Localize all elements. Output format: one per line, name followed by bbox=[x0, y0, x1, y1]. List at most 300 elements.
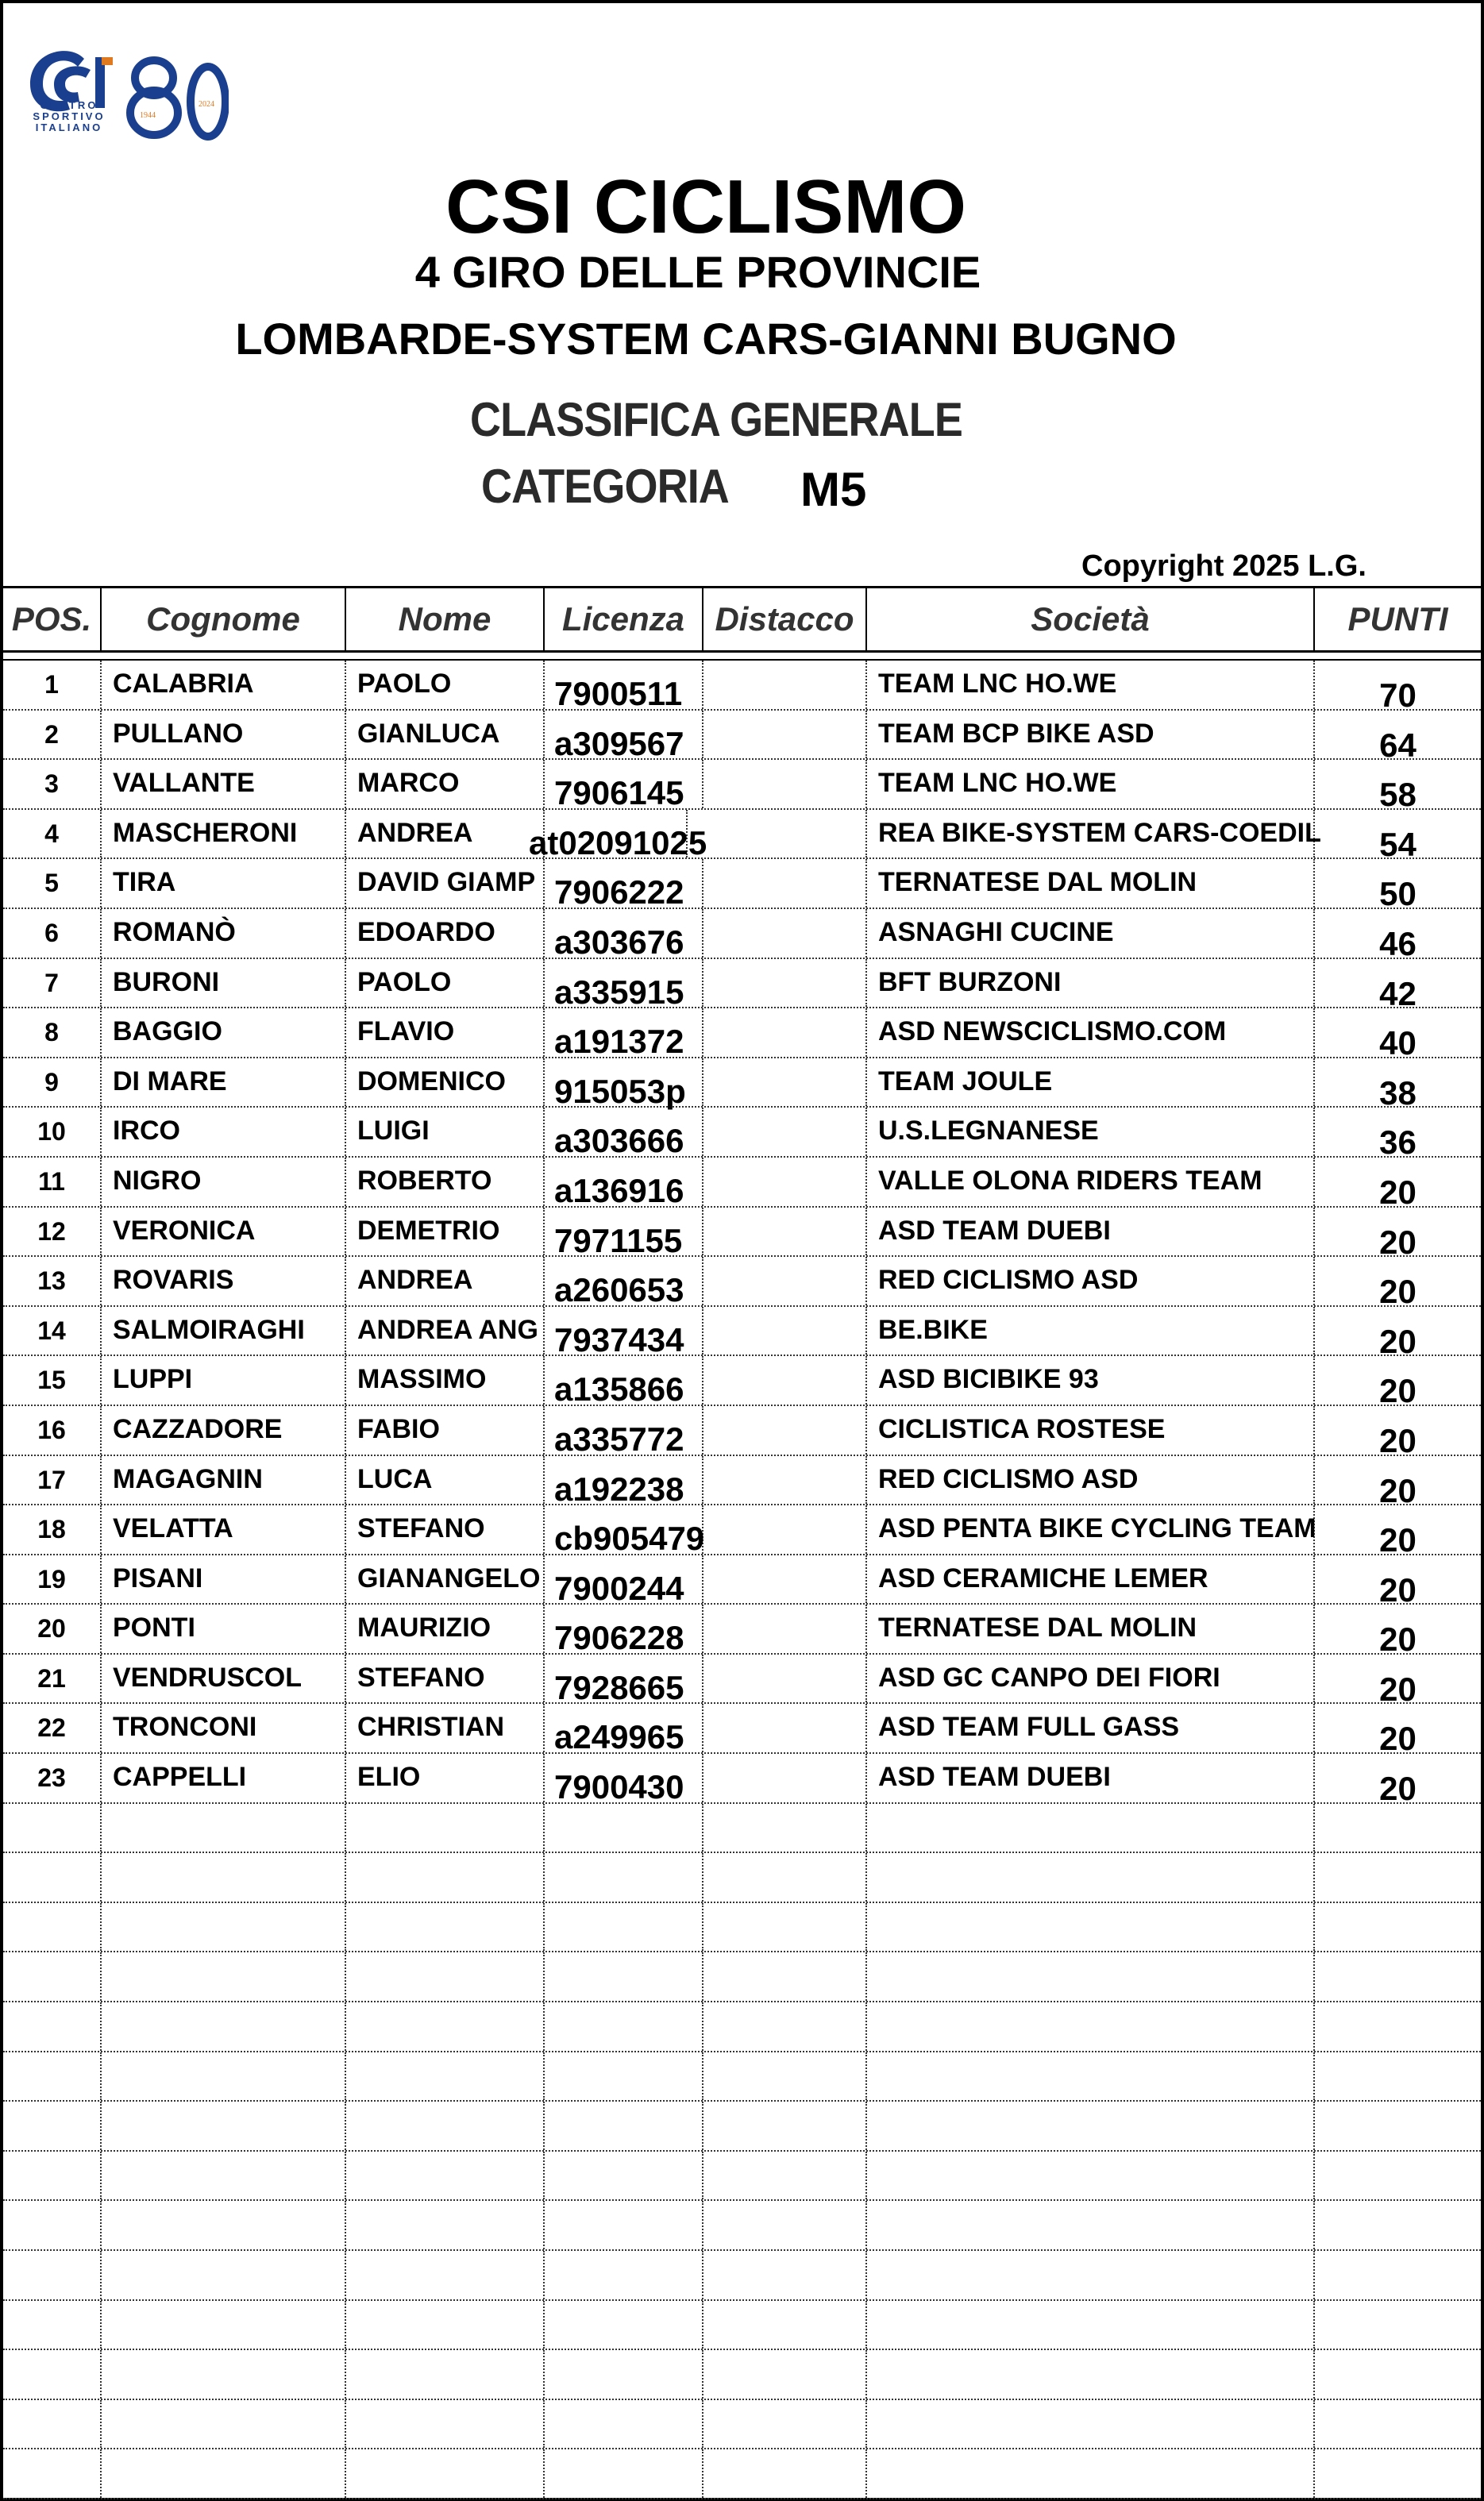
category-label: CATEGORIA bbox=[481, 460, 729, 513]
row-position: 7 bbox=[3, 959, 102, 1008]
table-row bbox=[3, 1704, 1481, 1758]
row-first-name bbox=[346, 1804, 545, 1852]
row-gap bbox=[703, 2350, 867, 2399]
column-header-license: Licenza bbox=[545, 588, 703, 650]
table-row bbox=[3, 1655, 1481, 1708]
row-surname: PONTI bbox=[102, 1605, 346, 1653]
row-position: 19 bbox=[3, 1555, 102, 1604]
row-first-name: DOMENICO bbox=[346, 1058, 545, 1107]
row-license bbox=[545, 2251, 703, 2299]
row-license: cb905479 bbox=[545, 1505, 703, 1554]
row-club bbox=[867, 1804, 1315, 1852]
row-gap bbox=[703, 1853, 867, 1902]
category-value: M5 bbox=[800, 463, 867, 516]
row-club bbox=[867, 2201, 1315, 2249]
row-first-name bbox=[346, 2002, 545, 2051]
row-position: 6 bbox=[3, 909, 102, 958]
row-license: a303666 bbox=[545, 1108, 703, 1156]
row-surname: NIGRO bbox=[102, 1158, 346, 1206]
row-first-name: STEFANO bbox=[346, 1655, 545, 1703]
row-club: CICLISTICA ROSTESE bbox=[867, 1406, 1315, 1455]
row-points bbox=[1315, 1952, 1481, 2001]
row-gap bbox=[703, 1108, 867, 1156]
row-license bbox=[545, 2052, 703, 2101]
row-club: BFT BURZONI bbox=[867, 959, 1315, 1008]
column-header-club: Società bbox=[867, 588, 1315, 650]
row-license bbox=[545, 2400, 703, 2449]
row-gap bbox=[703, 909, 867, 958]
event-subtitle: 4 GIRO DELLE PROVINCIE bbox=[414, 247, 981, 297]
column-header-pos: POS. bbox=[3, 588, 102, 650]
row-gap bbox=[703, 1208, 867, 1256]
row-position bbox=[3, 2102, 102, 2150]
table-row bbox=[3, 1505, 1481, 1559]
row-club: TEAM LNC HO.WE bbox=[867, 661, 1315, 709]
row-first-name: ROBERTO bbox=[346, 1158, 545, 1206]
row-first-name bbox=[346, 1903, 545, 1952]
row-first-name bbox=[346, 2301, 545, 2349]
row-club bbox=[867, 2052, 1315, 2101]
logo-line: CENTRO bbox=[40, 99, 98, 111]
row-points bbox=[1315, 1853, 1481, 1902]
row-club: TEAM LNC HO.WE bbox=[867, 760, 1315, 808]
row-club: ASNAGHI CUCINE bbox=[867, 909, 1315, 958]
page-title: CSI CICLISMO bbox=[445, 164, 966, 249]
row-first-name: CHRISTIAN bbox=[346, 1704, 545, 1752]
row-position: 12 bbox=[3, 1208, 102, 1256]
row-license bbox=[545, 2102, 703, 2150]
row-surname: TIRA bbox=[102, 859, 346, 908]
row-surname bbox=[102, 2052, 346, 2101]
row-club bbox=[867, 1903, 1315, 1952]
table-row bbox=[3, 711, 1481, 764]
row-first-name: PAOLO bbox=[346, 661, 545, 709]
row-club: ASD BICIBIKE 93 bbox=[867, 1356, 1315, 1405]
table-row bbox=[3, 2301, 1481, 2351]
row-position: 10 bbox=[3, 1108, 102, 1156]
row-club bbox=[867, 2400, 1315, 2449]
row-club: ASD NEWSCICLISMO.COM bbox=[867, 1008, 1315, 1057]
row-license: 7906222 bbox=[545, 859, 703, 908]
logo-line: ITALIANO bbox=[35, 121, 103, 133]
row-license: a136916 bbox=[545, 1158, 703, 1206]
row-license bbox=[545, 2350, 703, 2399]
row-points: 20 bbox=[1379, 1223, 1417, 1261]
row-club: BE.BIKE bbox=[867, 1307, 1315, 1355]
row-first-name bbox=[346, 1952, 545, 2001]
row-position bbox=[3, 1952, 102, 2001]
row-points bbox=[1315, 2251, 1481, 2299]
row-first-name bbox=[346, 2102, 545, 2150]
row-gap bbox=[703, 2301, 867, 2349]
row-points bbox=[1315, 2052, 1481, 2101]
row-license: a309567 bbox=[545, 711, 703, 759]
row-license bbox=[545, 2152, 703, 2200]
row-surname: BAGGIO bbox=[102, 1008, 346, 1057]
row-position bbox=[3, 2400, 102, 2449]
row-points: 54 bbox=[1379, 825, 1417, 863]
row-gap bbox=[703, 2052, 867, 2101]
row-license: 7906145 bbox=[545, 760, 703, 808]
row-surname: VALLANTE bbox=[102, 760, 346, 808]
row-position bbox=[3, 2201, 102, 2249]
row-gap bbox=[703, 2201, 867, 2249]
row-license: 7900511 bbox=[545, 661, 703, 709]
row-surname bbox=[102, 1903, 346, 1952]
row-points: 20 bbox=[1379, 1670, 1417, 1708]
results-table bbox=[3, 586, 1481, 2499]
row-club bbox=[867, 2301, 1315, 2349]
row-first-name: GIANLUCA bbox=[346, 711, 545, 759]
row-surname: CALABRIA bbox=[102, 661, 346, 709]
row-points bbox=[1315, 2002, 1481, 2051]
row-license: a335915 bbox=[545, 959, 703, 1008]
row-club: ASD TEAM DUEBI bbox=[867, 1208, 1315, 1256]
table-row bbox=[3, 2102, 1481, 2152]
row-first-name: ANDREA bbox=[346, 810, 545, 858]
table-body bbox=[3, 661, 1481, 2499]
column-header-surname: Cognome bbox=[102, 588, 346, 650]
row-points: 20 bbox=[1379, 1471, 1417, 1509]
row-points bbox=[1315, 2301, 1481, 2349]
row-points: 20 bbox=[1379, 1273, 1417, 1311]
row-first-name bbox=[346, 2201, 545, 2249]
row-first-name: DAVID GIAMP bbox=[346, 859, 545, 908]
row-points: 42 bbox=[1379, 974, 1417, 1012]
row-first-name: LUIGI bbox=[346, 1108, 545, 1156]
row-first-name bbox=[346, 2152, 545, 2200]
table-row bbox=[3, 1952, 1481, 2002]
row-position: 3 bbox=[3, 760, 102, 808]
row-surname: VENDRUSCOL bbox=[102, 1655, 346, 1703]
row-surname: LUPPI bbox=[102, 1356, 346, 1405]
row-first-name: MARCO bbox=[346, 760, 545, 808]
row-points: 70 bbox=[1379, 676, 1417, 714]
row-license: a192238 bbox=[545, 1456, 703, 1505]
row-first-name bbox=[346, 1853, 545, 1902]
logo-year-start: 1944 bbox=[140, 111, 156, 120]
row-surname: SALMOIRAGHI bbox=[102, 1307, 346, 1355]
header-spacer bbox=[3, 653, 1481, 661]
copyright-notice: Copyright 2025 L.G. bbox=[1081, 549, 1366, 583]
row-club: ASD CERAMICHE LEMER bbox=[867, 1555, 1315, 1604]
row-gap bbox=[703, 661, 867, 709]
ranking-heading: CLASSIFICA GENERALE bbox=[470, 393, 962, 446]
row-gap bbox=[703, 1804, 867, 1852]
row-club: ASD PENTA BIKE CYCLING TEAM bbox=[867, 1505, 1315, 1554]
row-license: at02091025 bbox=[529, 810, 688, 858]
row-club bbox=[867, 1853, 1315, 1902]
row-gap bbox=[703, 1754, 867, 1802]
row-gap bbox=[703, 1307, 867, 1355]
table-row bbox=[3, 1058, 1481, 1112]
row-surname: CAZZADORE bbox=[102, 1406, 346, 1455]
table-row bbox=[3, 1208, 1481, 1261]
row-points: 20 bbox=[1379, 1770, 1417, 1808]
row-points: 20 bbox=[1379, 1720, 1417, 1758]
row-club: RED CICLISMO ASD bbox=[867, 1257, 1315, 1305]
row-gap bbox=[703, 1058, 867, 1107]
row-position: 11 bbox=[3, 1158, 102, 1206]
row-license: a303676 bbox=[545, 909, 703, 958]
row-first-name: FABIO bbox=[346, 1406, 545, 1455]
row-club: VALLE OLONA RIDERS TEAM bbox=[867, 1158, 1315, 1206]
row-surname: VERONICA bbox=[102, 1208, 346, 1256]
row-first-name: MAURIZIO bbox=[346, 1605, 545, 1653]
row-points bbox=[1315, 2201, 1481, 2249]
row-points: 20 bbox=[1379, 1521, 1417, 1559]
row-gap bbox=[703, 1505, 867, 1554]
table-row bbox=[3, 859, 1481, 913]
table-row bbox=[3, 2201, 1481, 2251]
row-points bbox=[1315, 2400, 1481, 2449]
row-gap bbox=[703, 1356, 867, 1405]
row-first-name: DEMETRIO bbox=[346, 1208, 545, 1256]
row-club: TEAM BCP BIKE ASD bbox=[867, 711, 1315, 759]
row-surname: IRCO bbox=[102, 1108, 346, 1156]
row-points: 46 bbox=[1379, 924, 1417, 962]
row-surname: ROMANÒ bbox=[102, 909, 346, 958]
row-surname: MASCHERONI bbox=[102, 810, 346, 858]
row-license bbox=[545, 2002, 703, 2051]
row-surname bbox=[102, 2152, 346, 2200]
table-row bbox=[3, 2002, 1481, 2052]
row-gap bbox=[703, 1605, 867, 1653]
row-surname bbox=[102, 2251, 346, 2299]
row-club bbox=[867, 2152, 1315, 2200]
row-surname bbox=[102, 2449, 346, 2498]
row-first-name: ANDREA bbox=[346, 1257, 545, 1305]
row-gap bbox=[703, 810, 867, 858]
row-license bbox=[545, 2449, 703, 2498]
row-gap bbox=[703, 2102, 867, 2150]
row-position bbox=[3, 2052, 102, 2101]
table-row bbox=[3, 1356, 1481, 1410]
row-club bbox=[867, 2350, 1315, 2399]
row-first-name: LUCA bbox=[346, 1456, 545, 1505]
row-points bbox=[1315, 2350, 1481, 2399]
row-surname: DI MARE bbox=[102, 1058, 346, 1107]
row-club: REA BIKE-SYSTEM CARS-COEDIL bbox=[867, 810, 1315, 858]
row-first-name: GIANANGELO bbox=[346, 1555, 545, 1604]
event-subtitle-2: LOMBARDE-SYSTEM CARS-GIANNI BUGNO bbox=[235, 314, 1177, 364]
table-row bbox=[3, 2400, 1481, 2450]
row-gap bbox=[703, 959, 867, 1008]
row-club bbox=[867, 2002, 1315, 2051]
row-club: TEAM JOULE bbox=[867, 1058, 1315, 1107]
row-first-name bbox=[346, 2052, 545, 2101]
row-position: 13 bbox=[3, 1257, 102, 1305]
row-license: 7937434 bbox=[545, 1307, 703, 1355]
row-gap bbox=[703, 2449, 867, 2498]
row-position bbox=[3, 2301, 102, 2349]
table-row bbox=[3, 2152, 1481, 2202]
row-surname bbox=[102, 1952, 346, 2001]
row-position: 14 bbox=[3, 1307, 102, 1355]
row-position bbox=[3, 2449, 102, 2498]
row-license: a191372 bbox=[545, 1008, 703, 1057]
row-gap bbox=[703, 1456, 867, 1505]
table-row bbox=[3, 1158, 1481, 1211]
row-license: 7906228 bbox=[545, 1605, 703, 1653]
row-position bbox=[3, 2002, 102, 2051]
row-gap bbox=[703, 711, 867, 759]
row-club bbox=[867, 1952, 1315, 2001]
table-row bbox=[3, 1555, 1481, 1609]
table-row bbox=[3, 1754, 1481, 1808]
table-row bbox=[3, 2052, 1481, 2102]
row-position: 5 bbox=[3, 859, 102, 908]
row-position: 9 bbox=[3, 1058, 102, 1107]
row-points: 20 bbox=[1379, 1421, 1417, 1459]
row-surname bbox=[102, 2002, 346, 2051]
row-first-name: MASSIMO bbox=[346, 1356, 545, 1405]
row-license bbox=[545, 1804, 703, 1852]
row-gap bbox=[703, 1655, 867, 1703]
table-row bbox=[3, 760, 1481, 814]
row-license: a135866 bbox=[545, 1356, 703, 1405]
row-surname bbox=[102, 2400, 346, 2449]
row-position: 23 bbox=[3, 1754, 102, 1802]
row-surname: VELATTA bbox=[102, 1505, 346, 1554]
row-points: 40 bbox=[1379, 1024, 1417, 1062]
table-row bbox=[3, 1406, 1481, 1459]
row-surname bbox=[102, 2350, 346, 2399]
row-position bbox=[3, 2152, 102, 2200]
row-points bbox=[1315, 2102, 1481, 2150]
column-header-gap: Distacco bbox=[703, 588, 867, 650]
row-first-name bbox=[346, 2251, 545, 2299]
row-position: 2 bbox=[3, 711, 102, 759]
table-row bbox=[3, 2449, 1481, 2499]
row-license: a260653 bbox=[545, 1257, 703, 1305]
row-license: 915053p bbox=[545, 1058, 703, 1107]
row-points bbox=[1315, 2152, 1481, 2200]
row-surname: ROVARIS bbox=[102, 1257, 346, 1305]
logo-caption bbox=[25, 100, 113, 133]
row-position: 22 bbox=[3, 1704, 102, 1752]
row-gap bbox=[703, 2152, 867, 2200]
row-points bbox=[1315, 1804, 1481, 1852]
row-gap bbox=[703, 1158, 867, 1206]
row-club bbox=[867, 2251, 1315, 2299]
row-gap bbox=[703, 1257, 867, 1305]
row-position bbox=[3, 1903, 102, 1952]
row-first-name: FLAVIO bbox=[346, 1008, 545, 1057]
row-gap bbox=[703, 1555, 867, 1604]
column-header-points: PUNTI bbox=[1347, 600, 1448, 638]
row-gap bbox=[703, 1008, 867, 1057]
table-row bbox=[3, 1307, 1481, 1360]
row-first-name: ELIO bbox=[346, 1754, 545, 1802]
table-row bbox=[3, 810, 1481, 863]
row-position bbox=[3, 1853, 102, 1902]
row-license: 7900430 bbox=[545, 1754, 703, 1802]
row-points: 58 bbox=[1379, 776, 1417, 814]
row-surname: CAPPELLI bbox=[102, 1754, 346, 1802]
table-row bbox=[3, 1456, 1481, 1509]
row-club bbox=[867, 2102, 1315, 2150]
row-first-name: ANDREA ANG bbox=[346, 1307, 545, 1355]
row-license bbox=[545, 2201, 703, 2249]
row-surname bbox=[102, 2201, 346, 2249]
row-surname bbox=[102, 1804, 346, 1852]
table-row bbox=[3, 909, 1481, 962]
row-points bbox=[1315, 2449, 1481, 2498]
table-row bbox=[3, 1804, 1481, 1854]
row-surname: PISANI bbox=[102, 1555, 346, 1604]
row-position bbox=[3, 1804, 102, 1852]
row-points: 36 bbox=[1379, 1123, 1417, 1162]
row-license: a249965 bbox=[545, 1704, 703, 1752]
row-license: 7928665 bbox=[545, 1655, 703, 1703]
row-points bbox=[1315, 1903, 1481, 1952]
row-club: TERNATESE DAL MOLIN bbox=[867, 859, 1315, 908]
row-first-name: EDOARDO bbox=[346, 909, 545, 958]
row-position: 17 bbox=[3, 1456, 102, 1505]
row-position: 15 bbox=[3, 1356, 102, 1405]
row-points: 20 bbox=[1379, 1620, 1417, 1659]
row-license bbox=[545, 1853, 703, 1902]
row-surname bbox=[102, 2301, 346, 2349]
row-club: TERNATESE DAL MOLIN bbox=[867, 1605, 1315, 1653]
row-surname: PULLANO bbox=[102, 711, 346, 759]
row-license: a335772 bbox=[545, 1406, 703, 1455]
row-gap bbox=[703, 2400, 867, 2449]
row-club: ASD TEAM FULL GASS bbox=[867, 1704, 1315, 1752]
row-position bbox=[3, 2251, 102, 2299]
row-position bbox=[3, 2350, 102, 2399]
table-row bbox=[3, 661, 1481, 714]
table-row bbox=[3, 2251, 1481, 2301]
row-first-name bbox=[346, 2400, 545, 2449]
row-gap bbox=[703, 2251, 867, 2299]
table-row bbox=[3, 959, 1481, 1012]
row-club: ASD GC CANPO DEI FIORI bbox=[867, 1655, 1315, 1703]
table-row bbox=[3, 1257, 1481, 1311]
row-first-name: PAOLO bbox=[346, 959, 545, 1008]
row-club: U.S.LEGNANESE bbox=[867, 1108, 1315, 1156]
row-surname: MAGAGNIN bbox=[102, 1456, 346, 1505]
row-license bbox=[545, 2301, 703, 2349]
row-first-name bbox=[346, 2350, 545, 2399]
row-surname bbox=[102, 2102, 346, 2150]
row-position: 4 bbox=[3, 810, 102, 858]
row-surname bbox=[102, 1853, 346, 1902]
row-club: ASD TEAM DUEBI bbox=[867, 1754, 1315, 1802]
row-surname: TRONCONI bbox=[102, 1704, 346, 1752]
row-club: RED CICLISMO ASD bbox=[867, 1456, 1315, 1505]
row-position: 16 bbox=[3, 1406, 102, 1455]
column-header-name: Nome bbox=[346, 588, 545, 650]
row-points: 64 bbox=[1379, 726, 1417, 764]
row-gap bbox=[703, 859, 867, 908]
row-points: 20 bbox=[1379, 1322, 1417, 1360]
row-license: 7900244 bbox=[545, 1555, 703, 1604]
row-points: 20 bbox=[1379, 1570, 1417, 1609]
table-row bbox=[3, 1903, 1481, 1953]
logo-line: SPORTIVO bbox=[33, 110, 106, 122]
row-points: 20 bbox=[1379, 1173, 1417, 1211]
row-surname: BURONI bbox=[102, 959, 346, 1008]
table-row bbox=[3, 1108, 1481, 1162]
row-position: 18 bbox=[3, 1505, 102, 1554]
row-first-name: STEFANO bbox=[346, 1505, 545, 1554]
row-position: 1 bbox=[3, 661, 102, 709]
row-points: 20 bbox=[1379, 1372, 1417, 1410]
logo-year-end: 2024 bbox=[199, 100, 214, 109]
csi-80-logo bbox=[22, 35, 229, 146]
